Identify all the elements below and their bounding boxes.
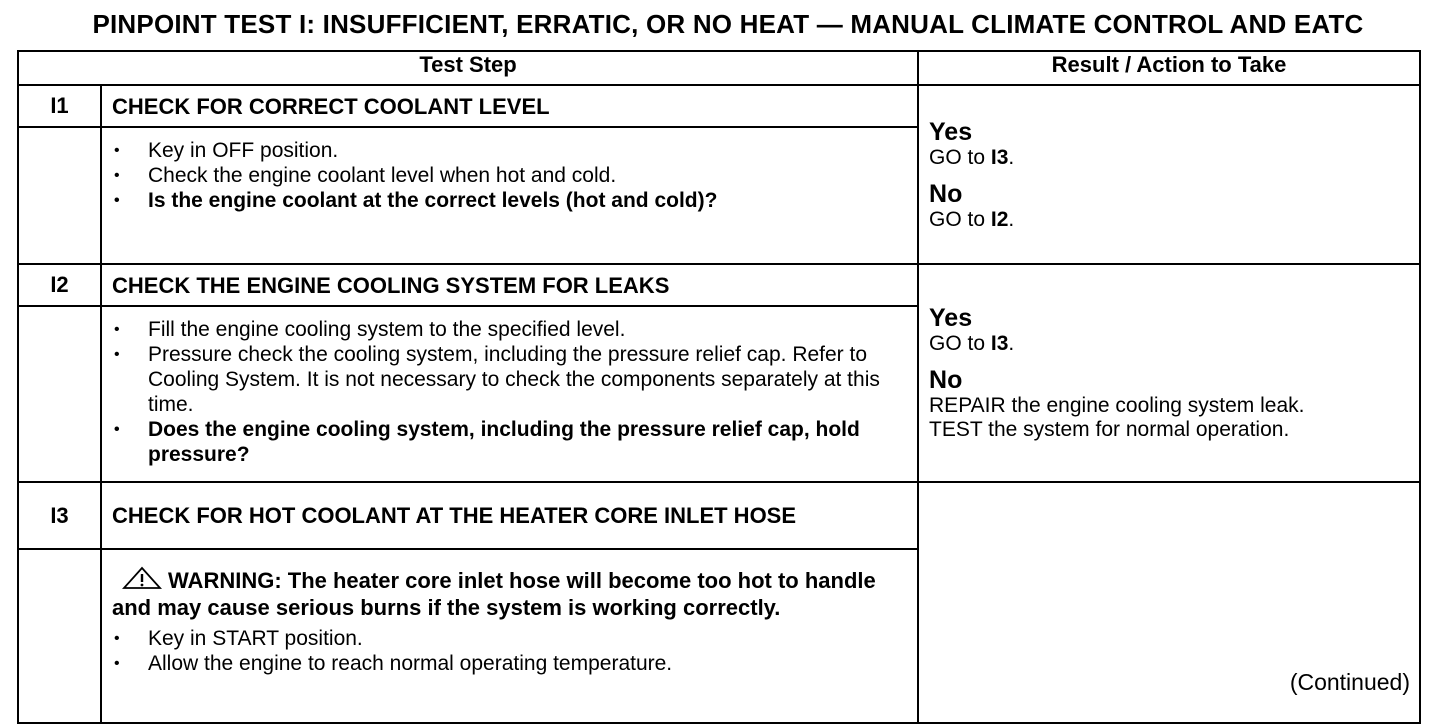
- step-body: [101, 549, 918, 723]
- header-test-step: Test Step: [18, 51, 918, 85]
- step-title: CHECK FOR CORRECT COOLANT LEVEL: [101, 85, 918, 127]
- step-bullet: • Check the engine coolant level when hot and cold.: [112, 163, 907, 188]
- step-bullet-list: [112, 138, 907, 213]
- step-bullet-list: [112, 317, 907, 467]
- step-body: [101, 306, 918, 482]
- warning-triangle-icon: [122, 566, 162, 595]
- result-yes-label: Yes: [929, 117, 973, 146]
- step-id: I1: [18, 85, 101, 127]
- step-bullet: • Pressure check the cooling system, including the pressure relief cap. Refer to Cooling System. It is not necessary to check the components separately at this time.: [112, 342, 907, 417]
- result-yes-label: Yes: [929, 304, 973, 332]
- step-id-spacer: [18, 127, 101, 264]
- warning-block: [112, 566, 907, 620]
- step-title-row: [18, 264, 1420, 306]
- result-cell: [918, 264, 1420, 482]
- result-no-action: GO to I2.: [929, 207, 1015, 231]
- step-bullet: • Key in START position.: [112, 626, 907, 651]
- step-bullet: • Fill the engine cooling system to the specified level.: [112, 317, 907, 342]
- header-result-action: Result / Action to Take: [918, 51, 1420, 85]
- step-bullet-list: [112, 626, 907, 676]
- result-no-action-1: REPAIR the engine cooling system leak.: [929, 394, 1305, 417]
- step-question: • Does the engine cooling system, including the pressure relief cap, hold pressure?: [112, 417, 907, 467]
- result-cell: [918, 85, 1420, 264]
- step-id-spacer: [18, 549, 101, 723]
- result-no-label: No: [929, 366, 963, 394]
- step-question: • Is the engine coolant at the correct levels (hot and cold)?: [112, 188, 907, 213]
- step-id: I3: [18, 482, 101, 549]
- step-bullet: • Key in OFF position.: [112, 138, 907, 163]
- continued-label: (Continued): [1289, 669, 1410, 695]
- result-yes-action: GO to I3.: [929, 332, 1015, 355]
- step-id-spacer: [18, 306, 101, 482]
- step-ref: I3: [990, 332, 1009, 355]
- step-ref: I2: [990, 207, 1009, 231]
- step-body: [101, 127, 918, 264]
- step-bullet: • Allow the engine to reach normal operating temperature.: [112, 651, 907, 676]
- step-title: CHECK FOR HOT COOLANT AT THE HEATER CORE INLET HOSE: [101, 482, 918, 549]
- table-header-row: [18, 51, 1420, 85]
- result-no-action-2: TEST the system for normal operation.: [929, 418, 1290, 441]
- warning-text: WARNING: The heater core inlet hose will become too hot to handle and may cause serious burns if the system is working correctly.: [112, 568, 876, 620]
- step-title-row: [18, 85, 1420, 127]
- result-yes-action: GO to I3.: [929, 145, 1015, 169]
- page-title: PINPOINT TEST I: INSUFFICIENT, ERRATIC, OR NO HEAT — MANUAL CLIMATE CONTROL AND EATC: [92, 9, 1364, 39]
- pinpoint-test-table: [17, 50, 1421, 724]
- step-ref: I3: [990, 145, 1009, 169]
- step-title: CHECK THE ENGINE COOLING SYSTEM FOR LEAKS: [101, 264, 918, 306]
- step-title-row: [18, 482, 1420, 549]
- result-no-label: No: [929, 179, 963, 208]
- step-id: I2: [18, 264, 101, 306]
